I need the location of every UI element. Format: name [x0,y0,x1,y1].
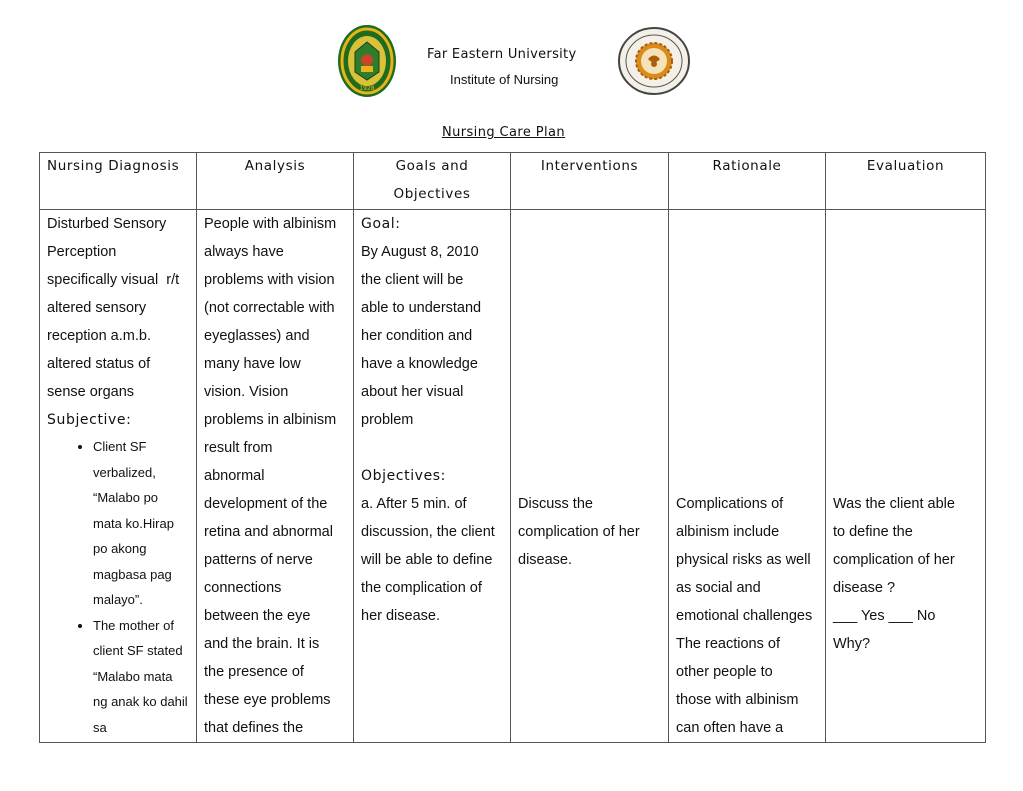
analysis-line: patterns of nerve [204,552,313,568]
svg-text:1928: 1928 [359,85,375,92]
objectives-label: Objectives: [361,468,446,484]
analysis-line: connections [204,580,282,596]
goal-label: Goal: [361,216,401,232]
column-header: Analysis [197,153,354,210]
analysis-line: many have low [204,356,301,372]
feu-seal-logo [337,24,397,98]
goal-line: By August 8, 2010 [361,244,479,260]
rationale-line: physical risks as well [676,552,811,568]
column-header: Rationale [669,153,826,210]
analysis-line: these eye problems [204,692,331,708]
column-header: Evaluation [826,153,986,210]
analysis-line: problems in albinism [204,412,337,428]
analysis-line: the presence of [204,664,304,680]
list-item: • The mother of client SF stated “Malabo mata ng anak ko dahil sa [93,613,189,741]
evaluation-cell [826,210,986,743]
list-item: • Client SF verbalized, “Malabo po mata ko.Hirap po akong magbasa pag malayo”. [93,434,189,613]
goals-header-text: Goals and Objectives [393,158,471,202]
rationale-line: as social and [676,580,761,596]
subjective-label: Subjective: [47,412,132,428]
rationale-line: The reactions of [676,636,780,652]
analysis-line: (not correctable with [204,300,335,316]
objective-line: will be able to define [361,552,493,568]
spacer [518,210,661,490]
analysis-line: retina and abnormal [204,524,333,540]
diagnosis-line: sense organs [47,384,135,400]
analysis-line: always have [204,244,284,260]
spacer [676,210,818,490]
analysis-line: abnormal [204,468,265,484]
goal-line: problem [361,412,414,428]
objective-line: discussion, the client [361,524,495,540]
diagnosis-line: altered sensory [47,300,147,316]
rationale-line: Complications of [676,496,784,512]
analysis-line: result from [204,440,273,456]
evaluation-line: to define the [833,524,913,540]
evaluation-line: Why? [833,636,871,652]
analysis-line: eyeglasses) and [204,328,310,344]
spacer [361,434,503,462]
rationale-line: other people to [676,664,773,680]
intervention-line: Discuss the [518,496,593,512]
plan-title: Nursing Care Plan [442,125,566,140]
analysis-line: problems with vision [204,272,335,288]
goals-cell [354,210,511,743]
analysis-line: development of the [204,496,328,512]
interventions-cell [511,210,669,743]
diagnosis-cell [40,210,197,743]
rationale-line: emotional challenges [676,608,813,624]
column-header: Interventions [511,153,669,210]
intervention-line: disease. [518,552,573,568]
analysis-line: People with albinism [204,216,337,232]
analysis-line: that defines the [204,720,304,736]
intervention-line: complication of her [518,524,640,540]
diagnosis-line: altered status of [47,356,151,372]
analysis-line: between the eye [204,608,311,624]
university-name: Far Eastern University [427,47,577,62]
analysis-cell [197,210,354,743]
objective-line: her disease. [361,608,440,624]
rationale-line: can often have a [676,720,784,736]
rationale-cell [669,210,826,743]
goal-line: about her visual [361,384,464,400]
rationale-line: albinism include [676,524,780,540]
goal-line: have a knowledge [361,356,478,372]
diagnosis-line: reception a.m.b. [47,328,151,344]
care-plan-table [39,152,986,743]
analysis-line: vision. Vision [204,384,289,400]
diagnosis-line: specifically visual r/t [47,272,180,288]
nursing-seal-icon [617,26,691,96]
analysis-line: and the brain. It is [204,636,320,652]
evaluation-line: ___ Yes ___ No [833,608,936,624]
diagnosis-line: Perception [47,244,117,260]
table-header-row [40,153,986,210]
table-row [40,210,986,743]
goal-line: the client will be [361,272,464,288]
nursing-seal-logo [617,26,691,96]
diagnosis-line: Disturbed Sensory [47,216,167,232]
feu-seal-icon [337,24,397,98]
goal-line: able to understand [361,300,482,316]
objective-line: the complication of [361,580,482,596]
institute-name: Institute of Nursing [450,72,559,87]
column-header: Nursing Diagnosis [40,153,197,210]
goal-line: her condition and [361,328,473,344]
rationale-line: those with albinism [676,692,799,708]
evaluation-line: disease ? [833,580,896,596]
subjective-list [47,434,189,740]
evaluation-line: complication of her [833,552,955,568]
objective-line: a. After 5 min. of [361,496,467,512]
evaluation-line: Was the client able [833,496,955,512]
spacer [833,210,978,490]
column-header [354,153,511,210]
